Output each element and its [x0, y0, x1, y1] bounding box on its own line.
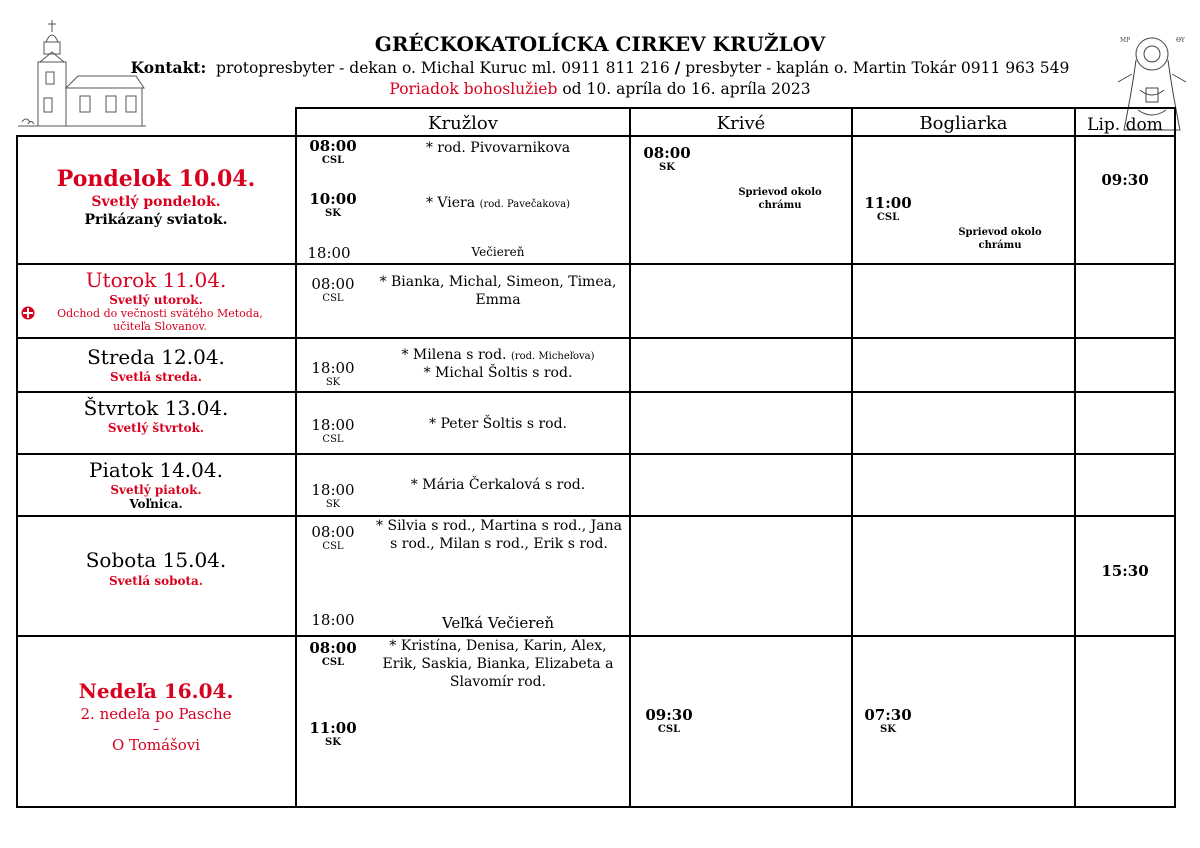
time-slot: 07:30 SK — [864, 706, 912, 735]
contact-separator: / — [674, 58, 681, 77]
day-friday — [17, 458, 295, 511]
day-monday — [17, 166, 295, 228]
mass-intention: * Viera (rod. Pavečakova) — [425, 195, 570, 211]
contact-chaplain: presbyter - kaplán o. Martin Tokár 0911 963 549 — [685, 59, 1070, 77]
day-feast: 2. nedeľa po Pasche — [80, 705, 232, 723]
time-slot: 18:00 — [311, 611, 355, 629]
time-slot: 18:00 SK — [311, 359, 355, 388]
day-note: Odchod do večnosti svätého Metoda, učiteľa Slovanov. — [57, 307, 263, 334]
vespers-label: Večiereň — [471, 245, 525, 259]
day-feast: Svetlý štvrtok. — [107, 421, 205, 435]
schedule-dates: od 10. apríla do 16. apríla 2023 — [562, 80, 811, 98]
time-slot: 09:30 CSL — [645, 706, 693, 735]
col-kruzlov: Kružlov — [428, 113, 498, 134]
col-krive: Krivé — [716, 113, 766, 134]
day-subtitle: O Tomášovi — [111, 736, 201, 754]
col-bogliarka: Bogliarka — [919, 113, 1008, 134]
day-note: Voľnica. — [129, 497, 183, 511]
contact-line — [0, 58, 1200, 77]
day-thursday — [17, 396, 295, 435]
procession-note: Sprievod okolo chrámu — [958, 227, 1042, 251]
time-slot: 10:00 SK — [309, 190, 357, 219]
day-feast: Svetlý pondelok. — [91, 194, 221, 210]
mass-intention: * Milena s rod. (rod. Micheľova) * Michal Šoltis s rod. — [401, 347, 595, 382]
time-slot: 08:00 CSL — [309, 137, 357, 166]
day-feast: Svetlá sobota. — [109, 574, 203, 588]
day-name: Pondelok 10.04. — [56, 166, 256, 192]
cross-icon — [21, 306, 35, 320]
time-slot: 11:00 CSL — [864, 194, 912, 223]
time-slot: 08:00 CSL — [309, 639, 357, 668]
schedule-label: Poriadok bohoslužieb — [389, 80, 558, 98]
day-name: Štvrtok 13.04. — [83, 396, 229, 420]
time-slot: 18:00 CSL — [311, 416, 355, 445]
mass-intention: * Silvia s rod., Martina s rod., Jana s rod., Milan s rod., Erik s rod. — [376, 518, 622, 553]
svg-text:ΘΥ: ΘΥ — [1176, 37, 1185, 44]
svg-text:MP: MP — [1120, 37, 1131, 44]
time-slot: 11:00 SK — [309, 719, 357, 748]
day-wednesday — [17, 345, 295, 384]
time-slot: 08:00 CSL — [311, 275, 355, 304]
time-slot: 08:00 CSL — [311, 523, 355, 552]
time-slot: 15:30 — [1101, 562, 1149, 580]
day-name: Sobota 15.04. — [85, 548, 227, 572]
day-name: Piatok 14.04. — [89, 458, 223, 482]
mass-intention: * rod. Pivovarnikova — [425, 140, 571, 156]
time-slot: 09:30 — [1101, 171, 1149, 189]
mass-intention: * Kristína, Denisa, Karin, Alex, Erik, Saskia, Bianka, Elizabeta a Slavomír rod. — [382, 638, 614, 691]
day-feast: Svetlá streda. — [110, 370, 202, 384]
time-slot: 18:00 — [307, 244, 351, 262]
mass-intention: * Peter Šoltis s rod. — [429, 416, 567, 432]
page-title: GRÉCKOKATOLÍCKA CIRKEV KRUŽLOV — [374, 32, 826, 56]
mass-intention: * Bianka, Michal, Simeon, Timea, Emma — [379, 274, 617, 309]
day-name: Nedeľa 16.04. — [78, 679, 234, 703]
day-saturday — [17, 548, 295, 588]
contact-label: Kontakt: — [130, 58, 207, 77]
day-name: Streda 12.04. — [87, 345, 225, 369]
day-feast: Svetlý piatok. — [110, 483, 202, 497]
schedule-range — [0, 80, 1200, 98]
contact-dean: protopresbyter - dekan o. Michal Kuruc ml. 0911 811 216 — [216, 59, 670, 77]
day-tuesday — [17, 268, 295, 333]
day-name: Utorok 11.04. — [85, 268, 227, 292]
vespers-label: Veľká Večiereň — [441, 614, 555, 632]
mass-intention: * Mária Čerkalová s rod. — [410, 477, 586, 493]
day-dash: – — [152, 722, 160, 737]
col-lipovsky-dom: Lip. dom — [1087, 115, 1163, 135]
day-feast: Svetlý utorok. — [109, 293, 203, 307]
time-slot: 08:00 SK — [643, 144, 691, 173]
time-slot: 18:00 SK — [311, 481, 355, 510]
day-sunday — [17, 679, 295, 754]
procession-note: Sprievod okolo chrámu — [738, 187, 822, 211]
day-note: Prikázaný sviatok. — [84, 212, 228, 228]
